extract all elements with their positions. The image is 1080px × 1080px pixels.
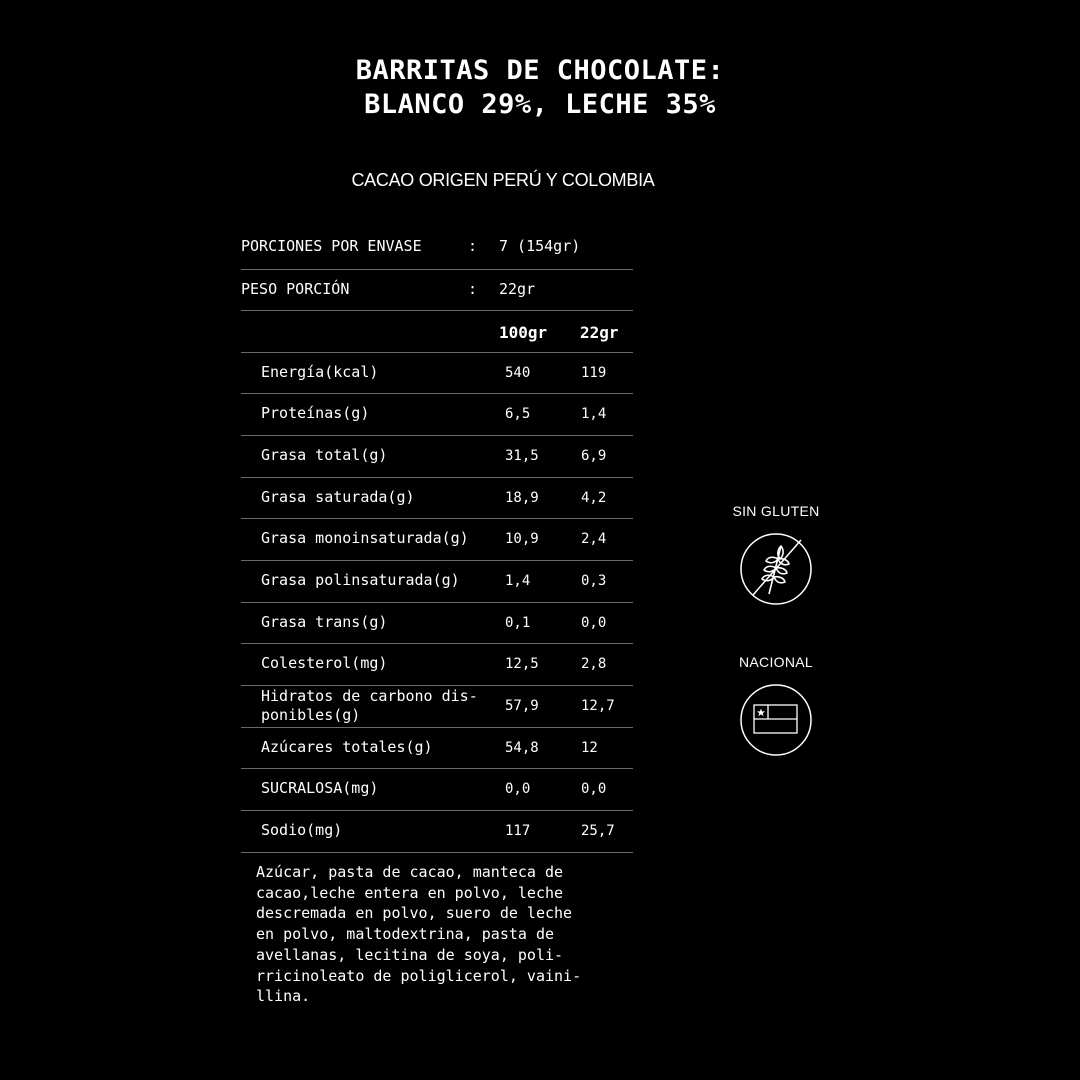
- nutrient-value-100gr: 57,9: [505, 698, 539, 714]
- nutrient-value-100gr: 12,5: [505, 656, 539, 672]
- gluten-free-label: SIN GLUTEN: [732, 503, 820, 519]
- nutrient-value-22gr: 12: [581, 740, 598, 756]
- nutrient-name: Sodio(mg): [261, 821, 343, 839]
- nutrient-value-100gr: 54,8: [505, 740, 539, 756]
- nutrient-value-22gr: 4,2: [581, 490, 607, 506]
- product-title: [0, 54, 1080, 122]
- column-header-row: [241, 311, 633, 353]
- nutrient-row: [241, 478, 633, 519]
- nutrient-row: [241, 519, 633, 561]
- nutrient-value-22gr: 1,4: [581, 406, 607, 422]
- nutrient-name: Grasa saturada(g): [261, 488, 415, 506]
- nutrient-value-100gr: 0,1: [505, 615, 531, 631]
- nutrient-row: [241, 728, 633, 769]
- nutrient-value-22gr: 0,3: [581, 573, 607, 589]
- column-header-100gr: 100gr: [499, 323, 548, 342]
- product-title-line1: BARRITAS DE CHOCOLATE:: [355, 55, 725, 86]
- chile-flag-icon: [739, 683, 813, 757]
- nutrient-row: [241, 686, 633, 728]
- nutrient-row: [241, 353, 633, 394]
- nutrient-value-100gr: 1,4: [505, 573, 531, 589]
- nutrient-name: Energía(kcal): [261, 363, 379, 381]
- info-value: 7 (154gr): [499, 237, 581, 255]
- gluten-free-icon: [739, 532, 813, 606]
- nutrient-value-100gr: 10,9: [505, 531, 539, 547]
- nutrient-name: Grasa polinsaturada(g): [261, 571, 460, 589]
- column-header-22gr: 22gr: [580, 323, 619, 342]
- nutrient-value-22gr: 0,0: [581, 781, 607, 797]
- nutrient-name: Hidratos de carbono dis- ponibles(g): [261, 687, 478, 724]
- nutrient-name: SUCRALOSA(mg): [261, 779, 379, 797]
- nutrient-name: Grasa monoinsaturada(g): [261, 529, 469, 547]
- nutrient-row: [241, 561, 633, 603]
- nutrient-name: Colesterol(mg): [261, 654, 388, 672]
- nutrient-value-100gr: 117: [505, 823, 531, 839]
- nutrient-value-100gr: 18,9: [505, 490, 539, 506]
- nutrient-value-22gr: 2,8: [581, 656, 607, 672]
- info-colon: :: [468, 237, 478, 255]
- nutrient-name: Azúcares totales(g): [261, 738, 433, 756]
- nutrient-value-22gr: 6,9: [581, 448, 607, 464]
- info-value: 22gr: [499, 280, 536, 298]
- nutrient-value-22gr: 119: [581, 365, 607, 381]
- nutrient-value-100gr: 540: [505, 365, 531, 381]
- nutrient-name: Proteínas(g): [261, 404, 370, 422]
- nutrient-row: [241, 644, 633, 686]
- origin-subtitle: CACAO ORIGEN PERÚ Y COLOMBIA: [351, 170, 655, 190]
- product-title-line2: BLANCO 29%, LECHE 35%: [364, 89, 716, 120]
- nutrient-value-100gr: 0,0: [505, 781, 531, 797]
- nutrient-value-22gr: 0,0: [581, 615, 607, 631]
- nutrient-row: [241, 603, 633, 644]
- nutrient-row: [241, 769, 633, 811]
- nutrition-table: [241, 228, 633, 853]
- nutrient-rows: [241, 353, 633, 853]
- nutrient-value-100gr: 6,5: [505, 406, 531, 422]
- info-row-portion-weight: [241, 270, 633, 311]
- nutrient-name: Grasa total(g): [261, 446, 388, 464]
- nutrient-value-100gr: 31,5: [505, 448, 539, 464]
- info-colon: :: [468, 280, 478, 298]
- ingredients-text: Azúcar, pasta de cacao, manteca de cacao,leche entera en polvo, leche descremada en polvo, suero de leche en polvo, maltodextrina, pasta de avellanas, lecitina de soya, poli- rricinoleato de poliglicerol, vaini- llina.: [256, 863, 582, 1006]
- nutrient-row: [241, 436, 633, 478]
- nutrient-value-22gr: 12,7: [581, 698, 615, 714]
- nutrient-row: [241, 811, 633, 853]
- nutrient-value-22gr: 2,4: [581, 531, 607, 547]
- nutrient-value-22gr: 25,7: [581, 823, 615, 839]
- national-label: NACIONAL: [739, 654, 813, 670]
- info-label: PORCIONES POR ENVASE: [241, 237, 422, 255]
- nutrient-row: [241, 394, 633, 436]
- nutrient-name: Grasa trans(g): [261, 613, 388, 631]
- info-label: PESO PORCIÓN: [241, 280, 350, 298]
- info-row-servings: [241, 228, 633, 270]
